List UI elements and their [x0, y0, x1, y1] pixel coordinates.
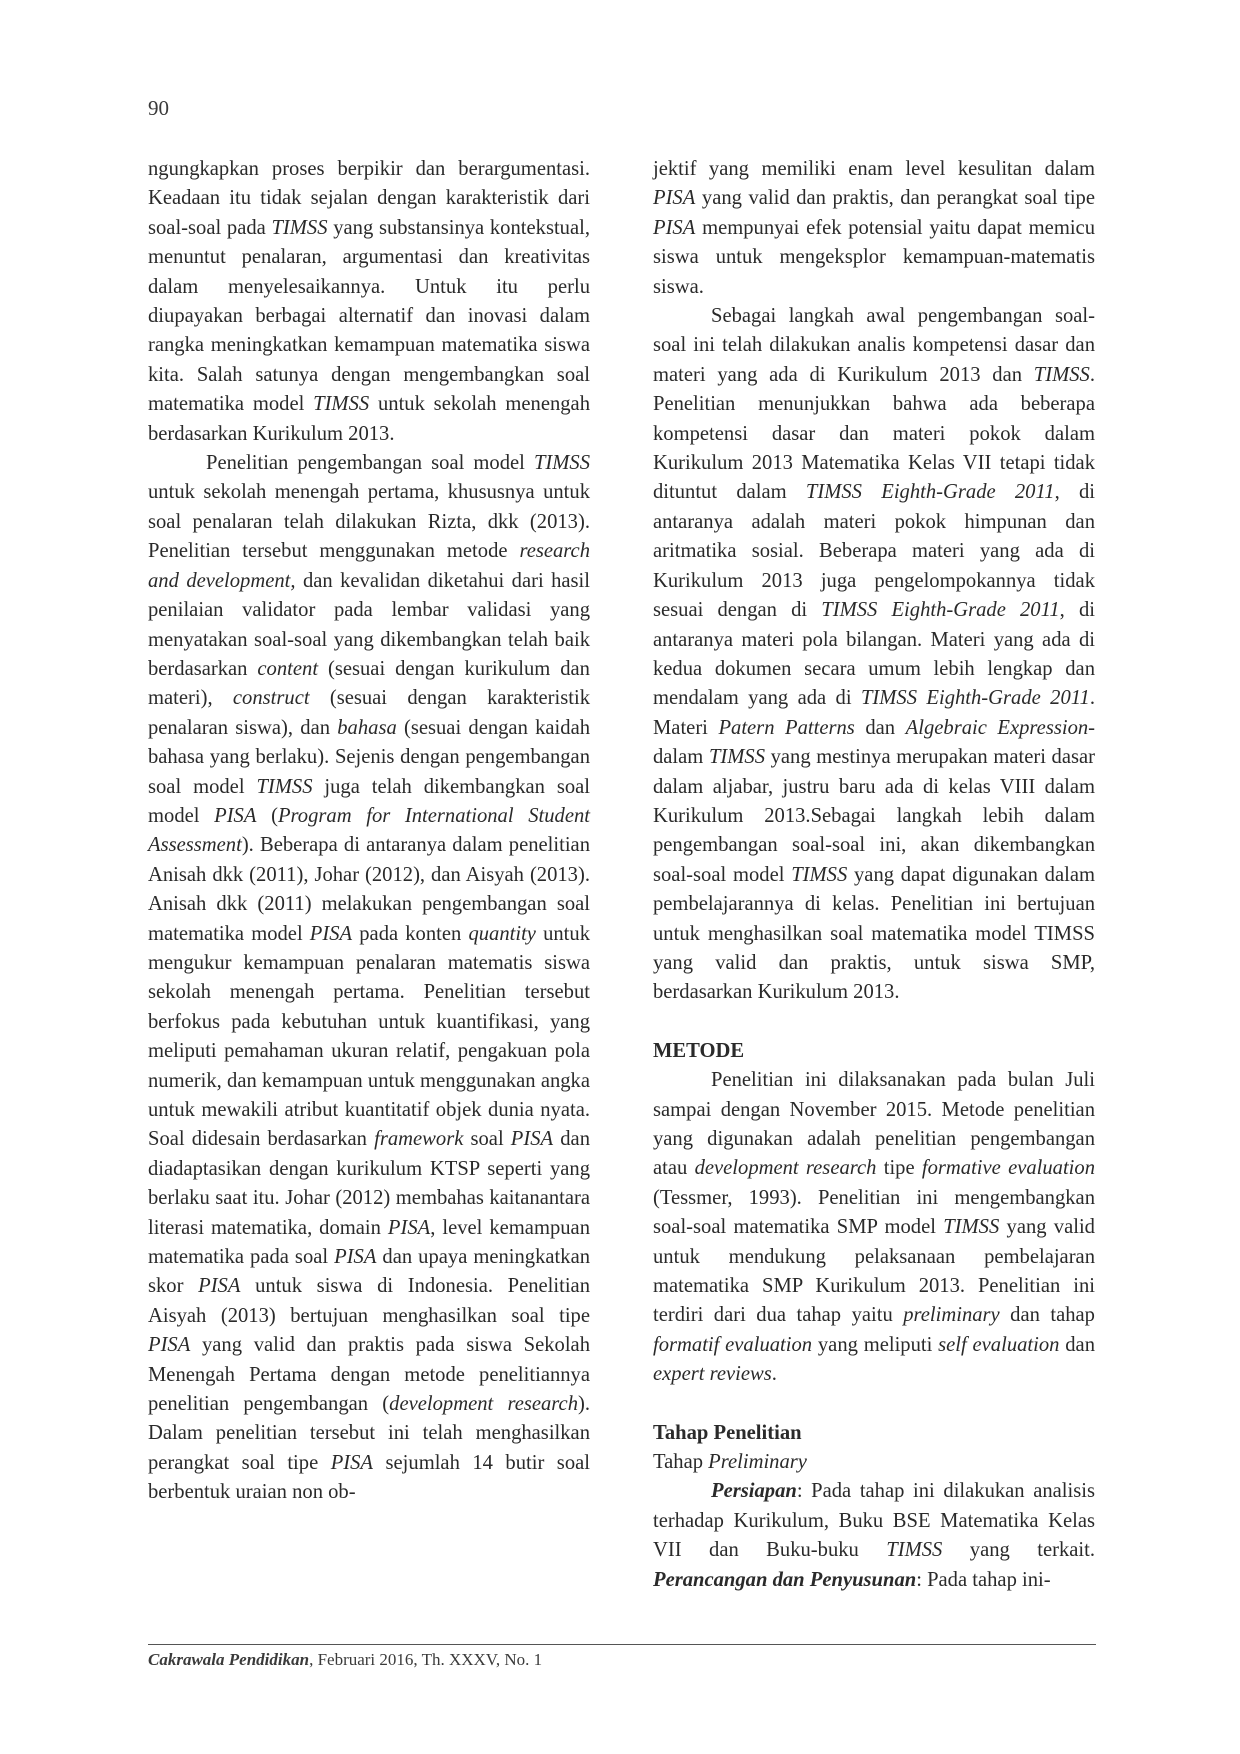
paragraph: Persiapan: Pada tahap ini dilakukan analisis terhadap Kurikulum, Buku BSE Matematika Kelas VII dan Buku-buku TIMSS yang terkait. Perancangan dan Penyusunan: Pada tahap ini- — [653, 1480, 1095, 1591]
paragraph: Penelitian ini dilaksanakan pada bulan Juli sampai dengan November 2015. Metode penelitian yang digunakan adalah penelitian pengembangan atau development research tipe formative evaluation (Tessmer, 1993). Penelitian ini mengembangkan soal-soal matematika SMP model TIMSS yang valid untuk mendukung pelaksanaan pembelajaran matematika SMP Kurikulum 2013. Penelitian ini terdiri dari dua tahap yaitu preliminary dan tahap formatif evaluation yang meliputi self evaluation dan expert reviews. — [653, 1069, 1095, 1386]
paragraph: Penelitian pengembangan soal model TIMSS untuk sekolah menengah pertama, khususnya untuk soal penalaran telah dilakukan Rizta, dkk (2013). Penelitian tersebut menggunakan metode research and development, dan kevalidan diketahui dari hasil penilaian validator pada lembar validasi yang menyatakan soal-soal yang dikembangkan telah baik berdasarkan content (sesuai dengan kurikulum dan materi), construct (sesuai dengan karakteristik penalaran siswa), dan bahasa (sesuai dengan kaidah bahasa yang berlaku). Sejenis dengan pengembangan soal model TIMSS juga telah dikembangkan soal model PISA (Program for International Student Assessment). Beberapa di antaranya dalam penelitian Anisah dkk (2011), Johar (2012), dan Aisyah (2013). Anisah dkk (2011) melakukan pengembangan soal matematika model PISA pada konten quantity untuk mengukur kemampuan penalaran matematis siswa sekolah menengah pertama. Penelitian tersebut berfokus pada kebutuhan untuk kuantifikasi, yang meliputi pemahaman ukuran relatif, pengakuan pola numerik, dan kemampuan untuk menggunakan angka untuk mewakili atribut kuantitatif objek dunia nyata. Soal didesain berdasarkan framework soal PISA dan diadaptasikan dengan kurikulum KTSP seperti yang berlaku saat itu. Johar (2012) membahas kaitanantara literasi matematika, domain PISA, level kemampuan matematika pada soal PISA dan upaya meningkatkan skor PISA untuk siswa di Indonesia. Penelitian Aisyah (2013) bertujuan menghasilkan soal tipe PISA yang valid dan praktis pada siswa Sekolah Menengah Pertama dengan metode penelitiannya penelitian pengembangan (development research). Dalam penelitian tersebut ini telah menghasilkan perangkat soal tipe PISA sejumlah 14 butir soal berbentuk uraian non ob- — [148, 452, 591, 1504]
section-heading-tahap: Tahap Penelitian — [653, 1421, 802, 1444]
journal-name: Cakrawala Pendidikan — [148, 1650, 310, 1669]
paragraph: jektif yang memiliki enam level kesulitan dalam PISA yang valid dan praktis, dan perangkat soal tipe PISA mempunyai efek potensial yaitu dapat memicu siswa untuk mengeksplor kemampuan-matematis siswa. — [653, 158, 1095, 298]
footer — [148, 1650, 542, 1670]
page-number: 90 — [148, 96, 169, 120]
section-heading-metode: METODE — [653, 1039, 745, 1062]
left-column — [148, 155, 590, 1508]
subheading-preliminary: Tahap Preliminary — [653, 1451, 807, 1474]
paragraph: ngungkapkan proses berpikir dan berargumentasi. Keadaan itu tidak sejalan dengan karakteristik dari soal-soal pada TIMSS yang substansinya kontekstual, menuntut penalaran, argumentasi dan kreativitas dalam menyelesaikannya. Untuk itu perlu diupayakan berbagai alternatif dan inovasi dalam rangka meningkatkan kemampuan matematika siswa kita. Salah satunya dengan mengembangkan soal matematika model TIMSS untuk sekolah menengah berdasarkan Kurikulum 2013. — [148, 158, 590, 445]
footer-divider — [148, 1644, 1096, 1645]
issue-info: , Februari 2016, Th. XXXV, No. 1 — [309, 1650, 543, 1669]
right-column — [653, 155, 1095, 1595]
paragraph: Sebagai langkah awal pengembangan soal-soal ini telah dilakukan analis kompetensi dasar dan materi yang ada di Kurikulum 2013 dan TIMSS. Penelitian menunjukkan bahwa ada beberapa kompetensi dasar dan materi pokok dalam Kurikulum 2013 Matematika Kelas VII tetapi tidak dituntut dalam TIMSS Eighth-Grade 2011, di antaranya adalah materi pokok himpunan dan aritmatika sosial. Beberapa materi yang ada di Kurikulum 2013 juga pengelompokannya tidak sesuai dengan di TIMSS Eighth-Grade 2011, di antaranya materi pola bilangan. Materi yang ada di kedua dokumen secara umum lebih lengkap dan mendalam yang ada di TIMSS Eighth-Grade 2011. Materi Patern Patterns dan Algebraic Expression-dalam TIMSS yang mestinya merupakan materi dasar dalam aljabar, justru baru ada di kelas VIII dalam Kurikulum 2013.Sebagai langkah lebih dalam pengembangan soal-soal ini, akan dikembangkan soal-soal model TIMSS yang dapat digunakan dalam pembelajarannya di kelas. Penelitian ini bertujuan untuk menghasilkan soal matematika model TIMSS yang valid dan praktis, untuk siswa SMP, berdasarkan Kurikulum 2013. — [653, 305, 1096, 1004]
